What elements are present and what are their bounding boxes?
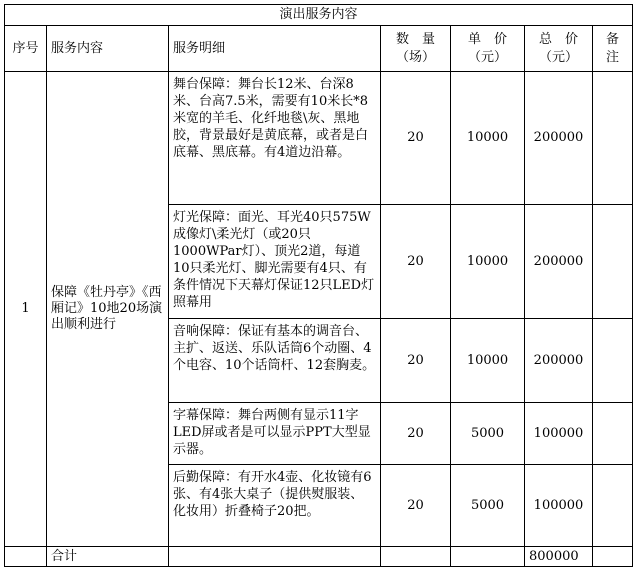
row-total-price: 200000 [525,319,593,403]
footer-note [593,547,633,567]
footer-label: 合计 [47,547,169,567]
row-unit-price: 10000 [451,319,525,403]
header-unit-price [451,26,525,72]
group-seq: 1 [5,72,47,547]
footer-seq [5,547,47,567]
row-note [593,205,633,319]
table-header-row [5,26,633,72]
row-qty: 20 [381,319,451,403]
header-qty-line1: 数 量 [395,31,435,47]
row-detail: 灯光保障：面光、耳光40只575W成像灯\柔光灯（或20只1000WPar灯）、顶光2道，每道10只柔光灯、脚光需要有4只、有条件情况下天幕灯保证12只LED灯照幕用 [169,205,381,319]
row-detail: 音响保障：保证有基本的调音台、主扩、返送、乐队话筒6个动圈、4个电容、10个话筒杆、12套胸麦。 [169,319,381,403]
row-qty: 20 [381,403,451,465]
row-detail: 后勤保障：有开水4壶、化妆镜有6张、有4张大桌子（提供熨服装、化妆用）折叠椅子20把。 [169,465,381,547]
row-qty: 20 [381,465,451,547]
header-total-line2: （元） [538,49,578,65]
header-note-line1: 备 [606,31,620,47]
header-note [593,26,633,72]
row-total-price: 200000 [525,205,593,319]
row-total-price: 100000 [525,403,593,465]
header-detail: 服务明细 [169,26,381,72]
header-unit-line1: 单 价 [467,31,507,47]
table-row-stage [5,72,633,205]
header-note-line2: 注 [606,49,620,65]
service-table [4,4,633,567]
row-note [593,403,633,465]
footer-detail [169,547,381,567]
row-total-price: 100000 [525,465,593,547]
table-title-row [5,5,633,26]
row-unit-price: 10000 [451,205,525,319]
header-total-line1: 总 价 [538,31,578,47]
row-qty: 20 [381,72,451,205]
header-seq: 序号 [5,26,47,72]
row-detail: 字幕保障：舞台两侧有显示11字LED屏或者是可以显示PPT大型显示器。 [169,403,381,465]
row-detail: 舞台保障：舞台长12米、台深8米、台高7.5米，需要有10米长*8米宽的羊毛、化纤地毯\灰、黑地胶，背景最好是黄底幕，或者是白底幕、黑底幕。有4道边沿幕。 [169,72,381,205]
row-unit-price: 5000 [451,403,525,465]
header-content: 服务内容 [47,26,169,72]
footer-total: 800000 [525,547,593,567]
row-note [593,72,633,205]
group-content: 保障《牡丹亭》《西厢记》10地20场演出顺利进行 [47,72,169,547]
row-qty: 20 [381,205,451,319]
row-note [593,465,633,547]
row-unit-price: 10000 [451,72,525,205]
header-total-price [525,26,593,72]
footer-unit [451,547,525,567]
row-note [593,319,633,403]
footer-qty [381,547,451,567]
row-unit-price: 5000 [451,465,525,547]
header-qty [381,26,451,72]
table-footer-row [5,547,633,567]
header-qty-line2: （场） [395,49,435,65]
header-unit-line2: （元） [467,49,507,65]
table-title: 演出服务内容 [5,5,633,26]
row-total-price: 200000 [525,72,593,205]
